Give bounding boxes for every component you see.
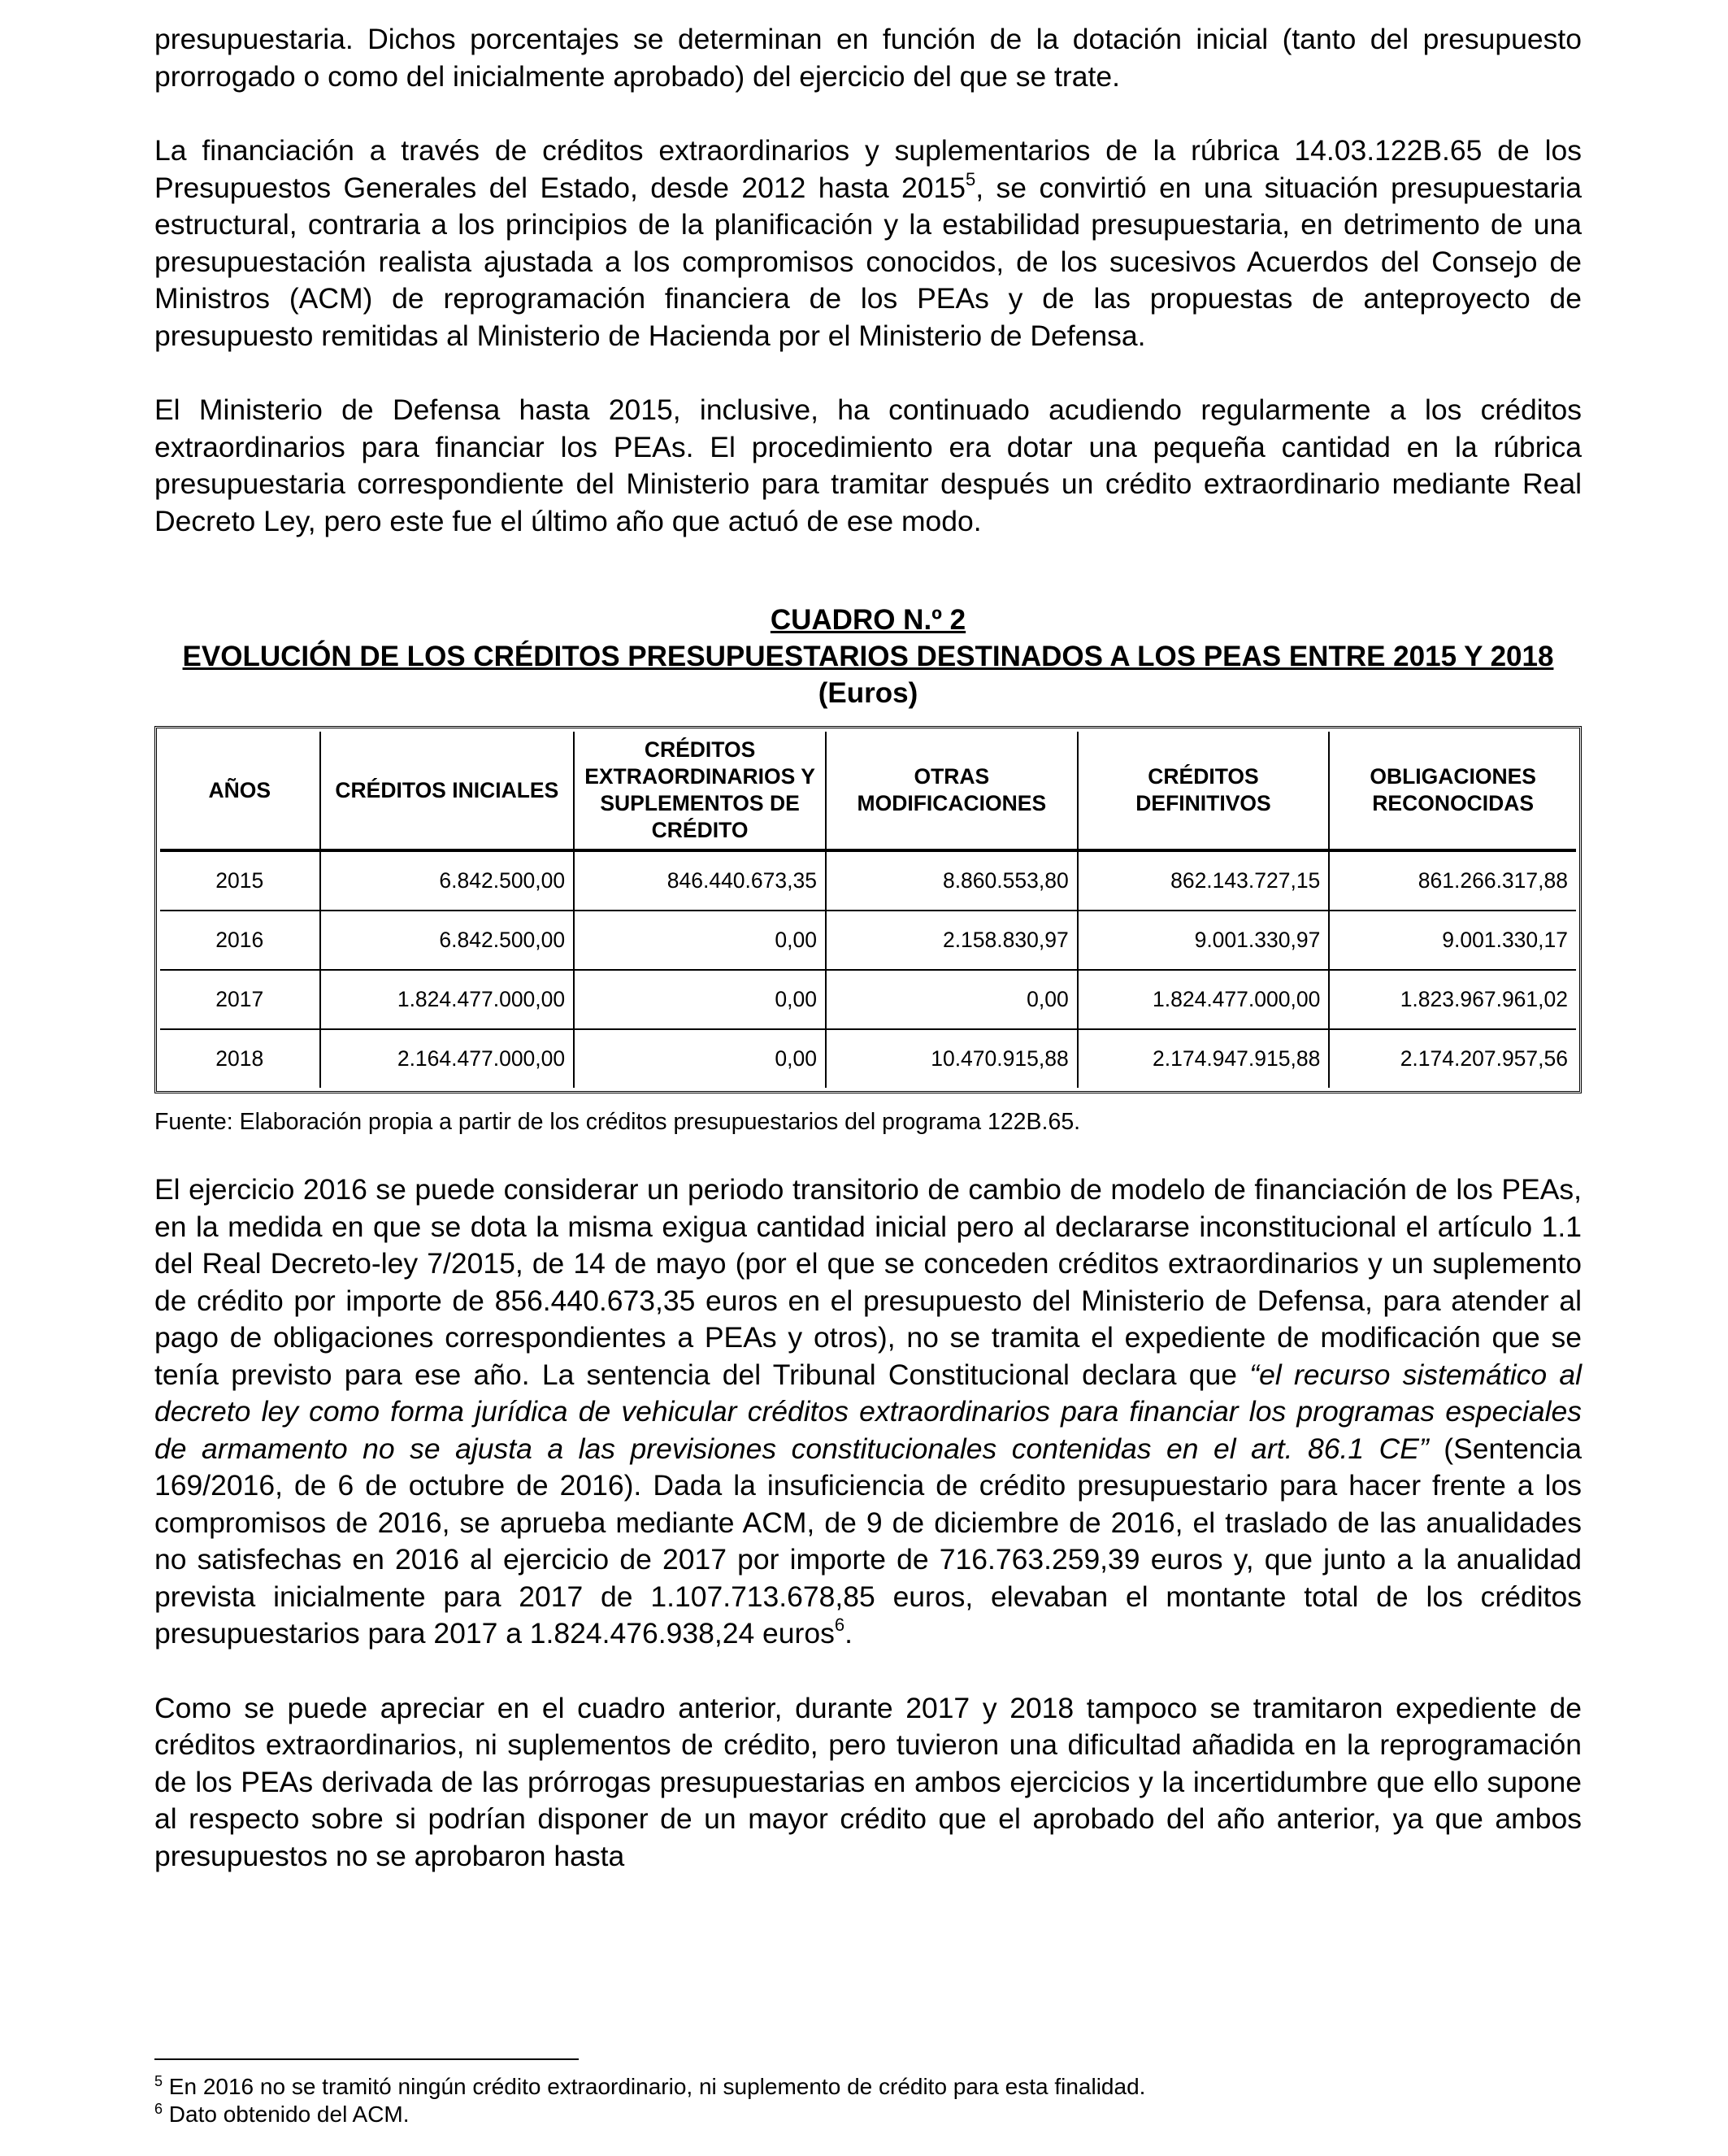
document-page — [154, 21, 1582, 1875]
cell-year: 2017 — [160, 970, 320, 1029]
footnote-separator — [154, 2058, 579, 2060]
header-years: AÑOS — [160, 732, 320, 850]
header-final-credits: CRÉDITOS DEFINITIVOS — [1078, 732, 1330, 850]
cell-obligations: 9.001.330,17 — [1329, 911, 1576, 970]
footnote-6 — [154, 2101, 1582, 2128]
footnotes — [154, 2073, 1582, 2128]
cell-obligations: 1.823.967.961,02 — [1329, 970, 1576, 1029]
footnote-number: 5 — [154, 2073, 163, 2089]
table-row — [160, 911, 1576, 970]
cell-extraordinary: 0,00 — [574, 970, 826, 1029]
cell-obligations: 861.266.317,88 — [1418, 868, 1568, 893]
cell-extraordinary: 846.440.673,35 — [574, 850, 826, 911]
footnote-ref-6: 6 — [834, 1615, 845, 1635]
table-number: CUADRO N.º 2 — [770, 604, 966, 636]
cell-initial: 1.824.477.000,00 — [320, 970, 575, 1029]
cell-final: 862.143.727,15 — [1078, 850, 1330, 911]
paragraph-4-text-b: (Sentencia 169/2016, de 6 de octubre de 2016). Dada la insuficiencia de crédito presupuestario para hacer frente a los compromisos de 2016, se aprueba mediante ACM, de 9 de diciembre de 2016, el traslado de las anualidades no satisfechas en 2016 al ejercicio de 2017 por importe de 716.763.259,39 euros y, que junto a la anualidad prevista inicialmente para 2017 de 1.107.713.678,85 euros, elevaban el montante total de los créditos presupuestarios para 2017 a 1.824.476.938,24 euros — [154, 1432, 1582, 1650]
table-caption: EVOLUCIÓN DE LOS CRÉDITOS PRESUPUESTARIOS DESTINADOS A LOS PEAS ENTRE 2015 Y 2018 — [182, 641, 1554, 672]
cell-extraordinary: 0,00 — [574, 911, 826, 970]
table-row — [160, 970, 1576, 1029]
table-units: (Euros) — [818, 677, 918, 709]
budget-table-frame — [154, 726, 1582, 1093]
footnote-text: Dato obtenido del ACM. — [163, 2102, 410, 2127]
table-header-row — [160, 732, 1576, 850]
cell-initial: 2.164.477.000,00 — [320, 1029, 575, 1088]
cell-other: 2.158.830,97 — [826, 911, 1078, 970]
cell-initial: 6.842.500,00 — [320, 911, 575, 970]
court-quote: “el recurso sistemático al decreto ley como forma jurídica de vehicular créditos extraordinarios para financiar los programas especiales de armamento no se ajusta a las previsiones constitucionales contenidas en el art. 86.1 CE” — [154, 1358, 1582, 1465]
cell-other: 0,00 — [826, 970, 1078, 1029]
footnote-text: En 2016 no se tramitó ningún crédito extraordinario, ni suplemento de crédito para esta finalidad. — [163, 2074, 1146, 2099]
paragraph-4-text-a: El ejercicio 2016 se puede considerar un periodo transitorio de cambio de modelo de financiación de los PEAs, en la medida en que se dota la misma exigua cantidad inicial pero al declararse inconstitucional el artículo 1.1 del Real Decreto-ley 7/2015, de 14 de mayo (por el que se conceden créditos extraordinarios y un suplemento de crédito por importe de 856.440.673,35 euros en el presupuesto del Ministerio de Defensa, para atender al pago de obligaciones correspondientes a PEAs y otros), no se tramita el expediente de modificación que se tenía previsto para ese año. La sentencia del Tribunal Constitucional declara que — [154, 1173, 1582, 1391]
cell-final: 9.001.330,97 — [1078, 911, 1330, 970]
paragraph-4-text-c: . — [844, 1617, 853, 1650]
header-other-modifications: OTRAS MODIFICACIONES — [826, 732, 1078, 850]
cell-year: 2015 — [160, 850, 320, 911]
header-initial-credits: CRÉDITOS INICIALES — [320, 732, 575, 850]
header-extraordinary-credits: CRÉDITOS EXTRAORDINARIOS Y SUPLEMENTOS DE CRÉDITO — [574, 732, 826, 850]
footnote-ref-5: 5 — [966, 168, 976, 189]
table-row — [160, 850, 1576, 911]
cell-year: 2018 — [160, 1029, 320, 1088]
cell-other: 10.470.915,88 — [826, 1029, 1078, 1088]
cell-final: 2.174.947.915,88 — [1078, 1029, 1330, 1088]
header-recognized-obligations: OBLIGACIONES RECONOCIDAS — [1329, 732, 1576, 850]
paragraph-1: presupuestaria. Dichos porcentajes se determinan en función de la dotación inicial (tanto del presupuesto prorrogado o como del inicialmente aprobado) del ejercicio del que se trate. — [154, 23, 1582, 93]
table-source: Fuente: Elaboración propia a partir de los créditos presupuestarios del programa 122B.65. — [154, 1109, 1081, 1135]
paragraph-2-text-a: La financiación a través de créditos extraordinarios y suplementarios de la rúbrica 14.03.122B.65 de los Presupuestos Generales del Estado, desde 2012 hasta 2015 — [154, 134, 1582, 204]
paragraph-4 — [154, 1171, 1582, 1653]
cell-obligations: 2.174.207.957,56 — [1329, 1029, 1576, 1088]
cell-year: 2016 — [160, 911, 320, 970]
table-row — [160, 1029, 1576, 1088]
cell-final: 1.824.477.000,00 — [1078, 970, 1330, 1029]
paragraph-5: Como se puede apreciar en el cuadro anterior, durante 2017 y 2018 tampoco se tramitaron expediente de créditos extraordinarios, ni suplementos de crédito, pero tuvieron una dificultad añadida en la reprogramación de los PEAs derivada de las prórrogas presupuestarias en ambos ejercicios y la incertidumbre que ello supone al respecto sobre si podrían disponer de un mayor crédito que el aprobado del año anterior, ya que ambos presupuestos no se aprobaron hasta — [154, 1691, 1582, 1872]
paragraph-2 — [154, 133, 1582, 354]
table-title-block — [154, 602, 1582, 711]
paragraph-2-text-b: , se convirtió en una situación presupuestaria estructural, contraria a los principios de la planificación y la estabilidad presupuestaria, en detrimento de una presupuestación realista ajustada a los compromisos conocidos, de los sucesivos Acuerdos del Consejo de Ministros (ACM) de reprogramación financiera de los PEAs y de las propuestas de anteproyecto de presupuesto remitidas al Ministerio de Hacienda por el Ministerio de Defensa. — [154, 171, 1582, 352]
footnote-5 — [154, 2073, 1582, 2101]
footnote-number: 6 — [154, 2101, 163, 2117]
paragraph-3: El Ministerio de Defensa hasta 2015, inclusive, ha continuado acudiendo regularmente a los créditos extraordinarios para financiar los PEAs. El procedimiento era dotar una pequeña cantidad en la rúbrica presupuestaria correspondiente del Ministerio para tramitar después un crédito extraordinario mediante Real Decreto Ley, pero este fue el último año que actuó de ese modo. — [154, 393, 1582, 537]
budget-table — [160, 732, 1576, 1088]
cell-other: 8.860.553,80 — [826, 850, 1078, 911]
cell-initial: 6.842.500,00 — [320, 850, 575, 911]
cell-extraordinary: 0,00 — [574, 1029, 826, 1088]
